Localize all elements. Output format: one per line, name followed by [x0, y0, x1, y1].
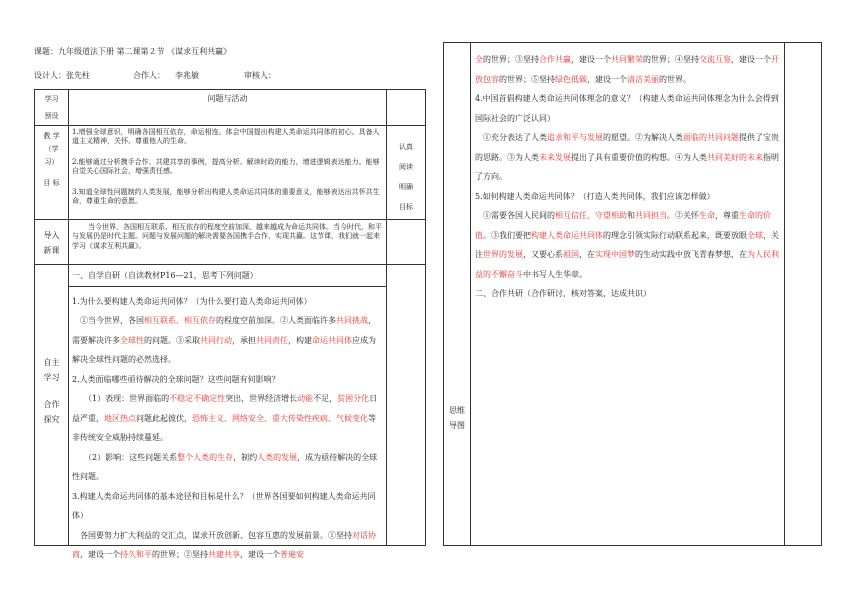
partner-label: 合作人：	[133, 71, 165, 80]
section2-title: 二、合作共研（合作研讨，核对答案，达成共识）	[475, 289, 651, 298]
goals-label: 教 学 （学 习） 目 标	[43, 132, 60, 187]
answer-5: ①需要各国人民间的相互信任、守望相助和共同担当。②关怀生命，尊重生命的价值。③我们要把构建人类命运共同体的理念引领实际行动联系起来，既要放眼全球，关注世界的发展，又要心系祖国，在实现中国梦的生动实践中放飞青春梦想，在为人民利益的不懈奋斗中书写人生华章。	[475, 211, 779, 279]
col-head-preset: 学习 预设	[44, 95, 59, 121]
question-1: 1.为什么要构建人类命运共同体？（为什么要打造人类命运共同体）	[72, 296, 312, 306]
self-study-label: 自主 学习 合作 探究	[43, 358, 60, 424]
intro-text: 当今世界，各国相互联系、相互依存的程度空前加深，越来越成为命运共同体。当今时代，和平与发展仍是时代主题。问题与发展问题的解决需要各国携手合作，实现共赢。这节课，我们就一起来学习《谋求互利共赢》。	[72, 223, 382, 250]
goal-3: 3.知道全球性问题制约人类发展，能够分析出构建人类命运共同体的重要意义，能够表达出共怀共生命，尊重生命的意愿。	[72, 187, 380, 206]
answer-2-1: （1）表现：世界面临的不稳定不确定性突出，世界经济增长动能不足，贫困分化日益严重，地区热点问题此起彼伏，恐怖主义、网络安全、重大传染性疾病、气候变化等非传统安全威胁持续蔓延。	[72, 394, 378, 442]
right-content	[475, 50, 782, 304]
goals-side-note: 认真 阅读 明确 目标	[399, 143, 413, 211]
answer-2-2: （2）影响：这些问题关系整个人类的生存，制约人类的发展，成为亟待解决的全球性问题。	[72, 452, 378, 481]
section1-content	[72, 266, 382, 565]
partner-name: 李兆敏	[175, 71, 199, 80]
question-3: 3.构建人类命运共同体的基本途径和目标是什么？（世界各国要如何构建人类命运共同体）	[72, 491, 376, 520]
intro-label: 导入 新课	[43, 231, 60, 255]
question-2: 2.人类面临哪些亟待解决的全球问题？这些问题有何影响？	[72, 374, 280, 384]
answer-1: ①当今世界，各国相互联系、相互依存的程度空前加深。②人类面临许多共同挑战，需要解决许多全球性的问题。③采取共同行动，承担共同责任，构建命运共同体应成为解决全球性问题的必然选择。	[72, 316, 376, 364]
section1-title: 一、自学自研（自读教材P16—21，思考下列问题）	[72, 271, 258, 280]
col-head-activities: 问题与活动	[207, 94, 248, 103]
goal-1: 1.增强全球意识，明确各国相互依存，命运相连。体会中国提出构建人类命运共同体的初心。具备人道主义精神，关怀、尊重他人的生命。	[72, 128, 380, 146]
question-5: 5.如何构建人类命运共同体？（打造人类共同体，我们应该怎样做）	[475, 191, 715, 201]
mind-map-label: 思维 导图	[449, 406, 465, 430]
question-4: 4.中国首倡构建人类命运共同体理念的意义？（构建人类命运共同体理念为什么会得到国际社会的广泛认同）	[475, 94, 779, 123]
answer-4: ①充分表达了人类追求和平与发展的愿望。②为解决人类面临的共同问题提供了宝贵的思路。③为人类未来发展提出了具有重要价值的构想。④为人类共同美好的未来指明了方向。	[475, 133, 779, 181]
lesson-topic: 课题：九年级道法下册 第二课第２节 《谋求互利共赢》	[34, 47, 232, 56]
answer-3: 各国要努力扩大利益的交汇点，谋求开放创新、包容互惠的发展前景。①坚持对话协商，建设一个持久和平的世界；②坚持共建共享，建设一个普遍安	[72, 530, 376, 559]
designer: 设计人：张先柱	[34, 71, 90, 80]
goals-list	[72, 128, 384, 207]
answer-3-cont: 全的世界；③坚持合作共赢，建设一个共同繁荣的世界；④坚持交流互鉴，建设一个开放包容的世界；⑤坚持绿色低碳，建设一个清洁美丽的世界。	[475, 55, 779, 84]
goal-2: 2.能够通过分析携手合作、共建共享的事例，提高分析、解读时政的能力，增进逻辑表达能力。能够自觉关心国际社会，增强责任感。	[72, 157, 380, 176]
reviewer: 审核人：	[244, 71, 276, 80]
